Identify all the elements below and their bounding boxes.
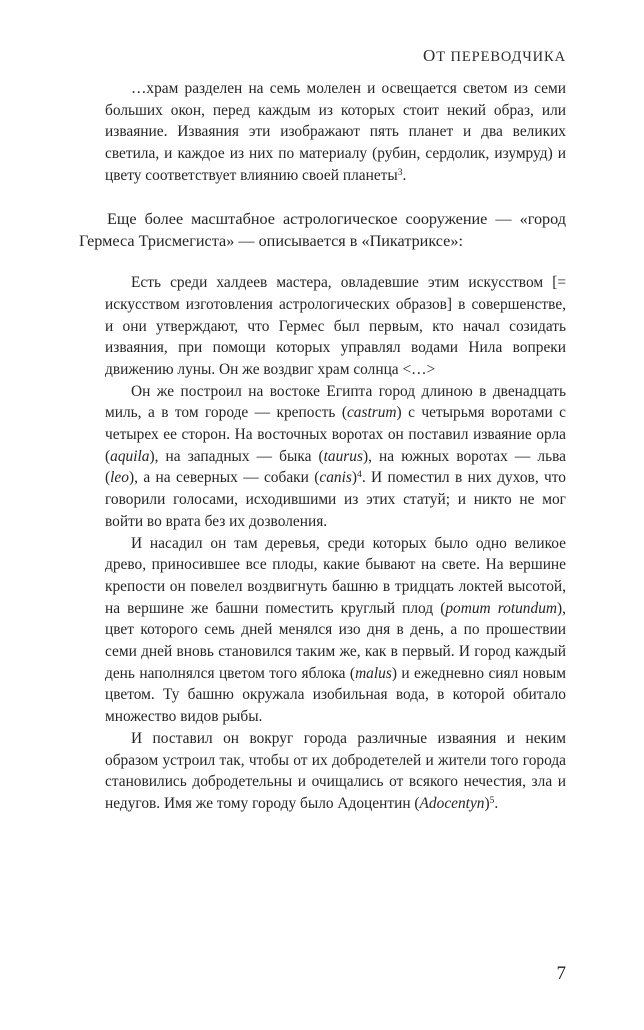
running-head (79, 46, 566, 66)
footnote-marker-4: 4 (357, 469, 362, 481)
quote-2-paragraph-1 (105, 272, 566, 381)
quote-2-p2-seg-e: ), а на северных — собаки ( (128, 469, 320, 487)
latin-term-canis: canis (319, 469, 352, 487)
quote-2-paragraph-3 (105, 533, 566, 728)
latin-term-pomum-rotundum: pomum rotundum (445, 599, 558, 617)
quote-2-p4-seg-a: И поставил он вокруг города различные изваяния и неким образом устроил так, чтобы от их добродетелей и жители того города становились добродетельны и очищались от всякого нечестия, зла и недугов. Имя же тому городу было Адоцентин ( (105, 729, 566, 812)
quote-2-p2-seg-c: ), на западных — быка ( (149, 447, 324, 465)
footnote-marker-5: 5 (489, 795, 495, 807)
quote-2-p4-seg-b: ) (484, 794, 490, 812)
latin-term-malus: malus (355, 664, 392, 682)
quote-2-p2-seg-b: ) с четырьмя воротами с четырех ее сторон. На восточных воротах он поставил изваяние орла ( (105, 404, 566, 465)
quote-2-p1-text: Есть среди халдеев мастера, овладевшие этим искусством [= искусством изготовления астрологических образов] в совершенстве, и они утверждают, что Гермес был первым, кто начал созидать изваяния, при помощи которых управлял водами Нила вопреки движению луны. Он же воздвиг храм солнца <…> (105, 274, 566, 378)
body-paragraph-text: Еще более масштабное астрологическое сооружение — «город Гермеса Трисмегиста» — описывается в «Пикатриксе»: (79, 209, 566, 250)
latin-term-castrum: castrum (346, 404, 397, 422)
footnote-marker-3: 3 (397, 166, 403, 178)
page-number-text: 7 (556, 963, 566, 984)
quote-2-p4-seg-c: . (494, 794, 499, 812)
quote-1-text: …храм разделен на семь молелен и освещается светом из семи больших окон, перед каждым из которых стоит некий образ, или изваяние. Изваяния эти изображают пять планет и два великих светила, и каждое из них по материалу (рубин, сердолик, изумруд) и цвету соответствует влиянию своей планеты (105, 80, 566, 184)
running-head-text: ОТ ПЕРЕВОДЧИКА (423, 46, 566, 65)
quote-2-p2-seg-f: ) (351, 469, 358, 487)
quote-paragraph-1: …храм разделен на семь молелен и освещается светом из семи больших окон, перед каждым из которых стоит некий образ, или изваяние. Изваяния эти изображают пять планет и два великих светила, и каждое из них по материалу (рубин, сердолик, изумруд) и цвету соответствует влиянию своей планеты$^3$. (105, 80, 566, 184)
body-paragraph (79, 208, 566, 253)
quote-2-p2-seg-g: . И поместил в них духов, что говорили голосами, исходившими из этих статуй; и никто не мог войти во врата без их дозволения. (105, 469, 567, 530)
latin-term-leo: leo (110, 469, 129, 487)
page-number (0, 963, 566, 985)
quote-2-paragraph-4 (105, 728, 566, 815)
quote-2-p2-seg-d: ), на южных воротах — льва ( (105, 447, 566, 487)
latin-term-adocentyn: Adocentyn (419, 794, 485, 812)
latin-term-taurus: taurus (323, 447, 363, 465)
quote-2-p2-seg-a: Он же построил на востоке Египта город длиною в двенадцать миль, а в том городе — крепость ( (105, 382, 566, 422)
latin-term-aquila: aquila (110, 447, 150, 465)
quote-2-paragraph-2 (105, 381, 566, 533)
quote-2-p3-seg-c: ) и ежедневно сиял новым цветом. Ту башню окружала изобильная вода, в которой обитало множество видов рыбы. (105, 664, 566, 726)
page-textblock (79, 78, 566, 815)
quote-2-p3-seg-a: И насадил он там деревья, среди которых было одно великое древо, приносившее все плоды, какие бывают на свете. На вершине крепости он повелел воздвигнуть башню в тридцать локтей высотой, на вершине же башни поместить круглый плод ( (105, 534, 566, 617)
quote-2-p3-seg-b: ), цвет которого семь дней менялся изо дня в день, а по прошествии семи дней вновь становился таким же, как в первый. И город каждый день наполнялся цветом того яблока ( (105, 599, 566, 682)
